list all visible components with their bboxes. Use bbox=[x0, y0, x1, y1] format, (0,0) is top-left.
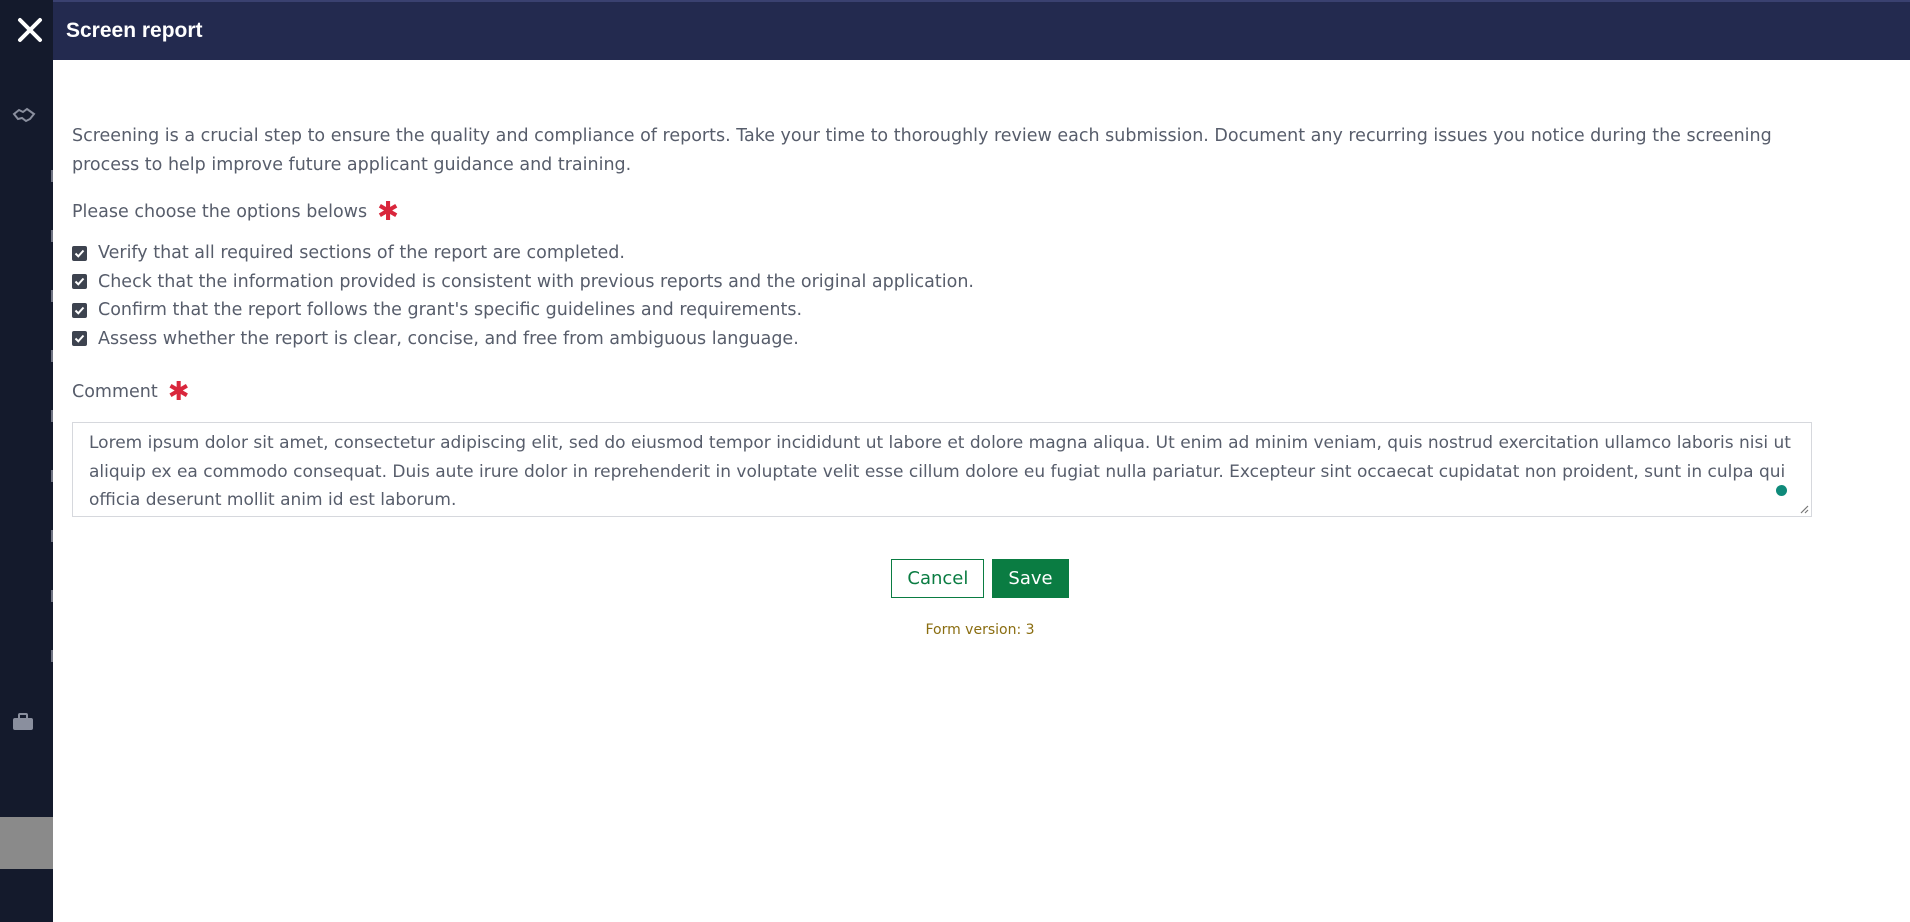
screen-report-drawer bbox=[53, 0, 1910, 922]
comment-textarea-wrapper bbox=[72, 422, 1812, 517]
save-button[interactable]: Save bbox=[992, 559, 1068, 598]
close-icon bbox=[16, 16, 44, 44]
check-icon bbox=[74, 248, 85, 259]
option-label: Assess whether the report is clear, concise, and free from ambiguous language. bbox=[98, 328, 799, 349]
checkbox-checked[interactable] bbox=[72, 274, 87, 289]
option-checkbox-2[interactable] bbox=[72, 268, 1891, 297]
checkbox-checked[interactable] bbox=[72, 246, 87, 261]
option-checkbox-1[interactable] bbox=[72, 239, 1891, 268]
form-version: Form version: 3 bbox=[925, 622, 1035, 638]
options-label: Please choose the options belows bbox=[72, 202, 368, 222]
options-field-label bbox=[72, 197, 1891, 227]
close-button[interactable] bbox=[10, 10, 50, 50]
resize-handle-icon[interactable] bbox=[1799, 504, 1809, 514]
briefcase-icon bbox=[12, 712, 34, 736]
drawer-body bbox=[53, 60, 1910, 638]
option-label: Confirm that the report follows the grant's specific guidelines and requirements. bbox=[98, 300, 803, 321]
intro-text: Screening is a crucial step to ensure the quality and compliance of reports. Take your time to thoroughly review each submission. Document any recurring issues you notice during the screening process to help improve future applicant guidance and training. bbox=[72, 126, 1772, 175]
cancel-button[interactable]: Cancel bbox=[891, 559, 984, 598]
comment-textarea[interactable] bbox=[73, 423, 1811, 516]
comment-label: Comment bbox=[72, 382, 158, 402]
option-checkbox-3[interactable] bbox=[72, 296, 1891, 325]
check-icon bbox=[74, 276, 85, 287]
comment-field-label bbox=[72, 377, 1891, 407]
option-checkbox-4[interactable] bbox=[72, 325, 1891, 354]
drawer-title: Screen report bbox=[66, 19, 203, 42]
checkbox-checked[interactable] bbox=[72, 303, 87, 318]
handshake-icon bbox=[12, 106, 36, 131]
check-icon bbox=[74, 333, 85, 344]
required-indicator: ✱ bbox=[377, 197, 399, 227]
form-actions bbox=[72, 559, 1891, 598]
sidebar-active-item[interactable] bbox=[0, 817, 53, 869]
required-indicator: ✱ bbox=[167, 377, 190, 407]
grammar-check-indicator[interactable] bbox=[1776, 485, 1787, 496]
option-label: Check that the information provided is consistent with previous reports and the original application. bbox=[98, 271, 974, 292]
drawer-header bbox=[53, 0, 1910, 60]
option-label: Verify that all required sections of the report are completed. bbox=[98, 243, 625, 264]
options-checkbox-list bbox=[72, 239, 1891, 353]
background-sidebar bbox=[0, 0, 53, 922]
check-icon bbox=[74, 305, 85, 316]
checkbox-checked[interactable] bbox=[72, 331, 87, 346]
